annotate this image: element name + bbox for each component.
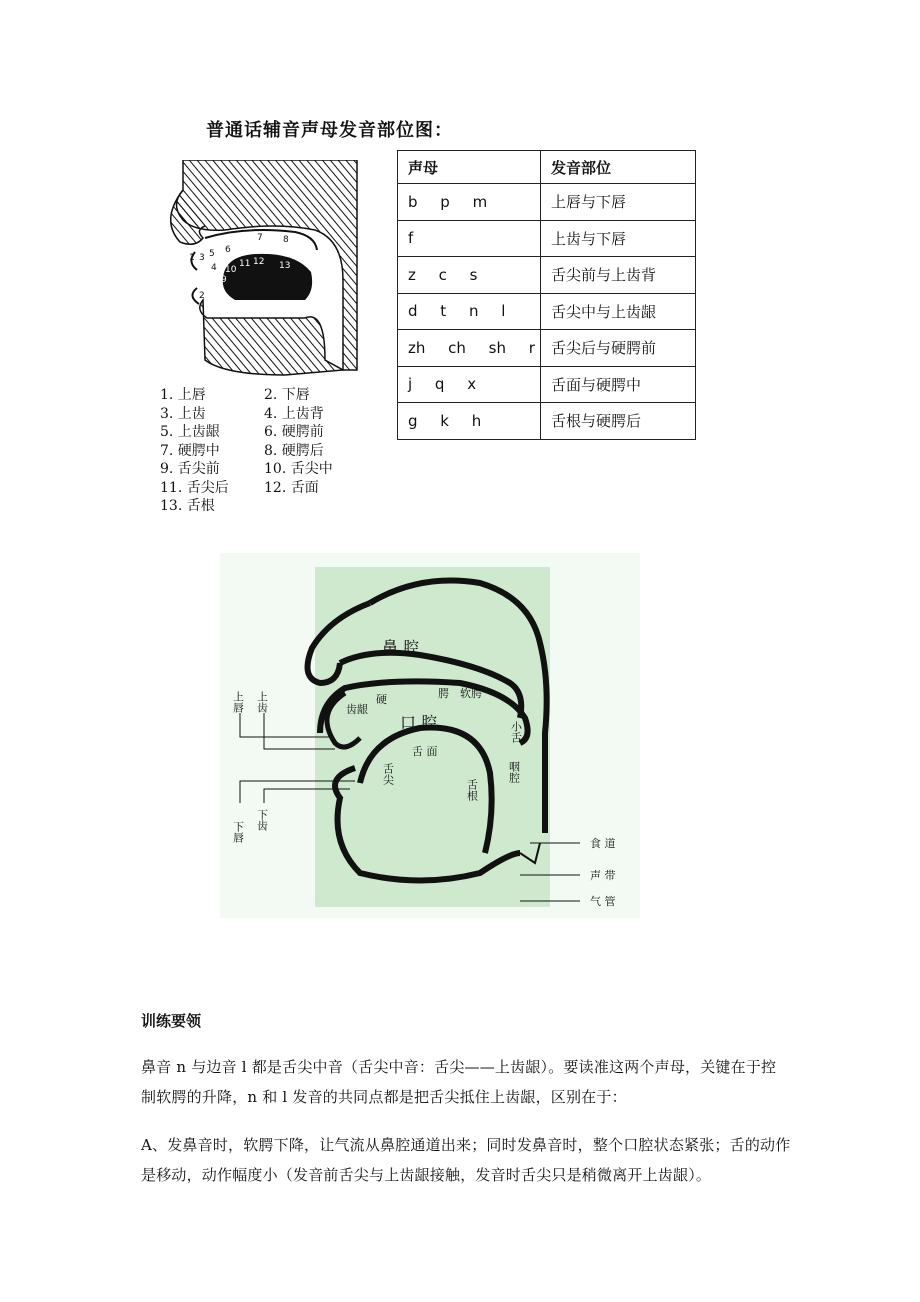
table-cell: zh ch sh r bbox=[398, 330, 541, 367]
table-row bbox=[398, 184, 696, 221]
table-cell: b p m bbox=[398, 184, 541, 221]
gum-label: 齿龈 bbox=[346, 703, 368, 716]
legend-row bbox=[160, 479, 370, 498]
table-header-row bbox=[398, 151, 696, 184]
legend-item: 12. 舌面 bbox=[264, 479, 319, 496]
table-row bbox=[398, 257, 696, 294]
diagram-number: 3 bbox=[199, 253, 205, 263]
legend-row bbox=[160, 497, 370, 516]
diagram-number: 10 bbox=[225, 265, 237, 275]
palate-label: 腭 bbox=[438, 687, 449, 700]
diagram-number: 8 bbox=[283, 235, 289, 245]
table-header: 声母 bbox=[398, 151, 541, 184]
tongue-surface-label: 舌 面 bbox=[412, 745, 438, 758]
legend-item: 8. 硬腭后 bbox=[264, 442, 324, 459]
legend-item: 2. 下唇 bbox=[264, 387, 310, 403]
articulation-diagram bbox=[165, 160, 365, 380]
table-cell: f bbox=[398, 220, 541, 257]
legend-item: 3. 上齿 bbox=[160, 405, 206, 422]
legend-item: 5. 上齿龈 bbox=[160, 424, 220, 440]
legend-item: 4. 上齿背 bbox=[264, 405, 324, 422]
table-row bbox=[398, 293, 696, 330]
diagram-number: 13 bbox=[279, 261, 291, 271]
table-cell: 舌面与硬腭中 bbox=[541, 366, 696, 403]
legend-item: 1. 上唇 bbox=[160, 387, 206, 403]
legend-item: 13. 舌根 bbox=[160, 498, 215, 514]
upper-teeth-label: 上齿 bbox=[255, 691, 269, 713]
legend-row bbox=[160, 423, 370, 442]
diagram-number: 11 bbox=[239, 259, 251, 269]
trachea-label: 气 管 bbox=[590, 895, 616, 908]
table-row bbox=[398, 330, 696, 367]
table-cell: 舌尖后与硬腭前 bbox=[541, 330, 696, 367]
vocal-cords-label: 声 带 bbox=[590, 869, 616, 882]
uvula-label: 小舌 bbox=[509, 721, 523, 743]
soft-palate-label: 软腭 bbox=[460, 687, 482, 700]
table-cell: 上唇与下唇 bbox=[541, 184, 696, 221]
lower-lip-label: 下唇 bbox=[231, 821, 245, 843]
table-cell: j q x bbox=[398, 366, 541, 403]
legend-item: 11. 舌尖后 bbox=[160, 479, 229, 496]
diagram-number: 1 bbox=[189, 253, 195, 263]
paragraph: 鼻音 n 与边音 l 都是舌尖中音（舌尖中音：舌尖——上齿龈）。要读准这两个声母，关键在于控制软腭的升降，n 和 l 发音的共同点都是把舌尖抵住上齿龈，区别在于： bbox=[141, 1058, 777, 1106]
diagram-number: 12 bbox=[253, 257, 265, 267]
diagram-number: 6 bbox=[225, 245, 231, 255]
diagram-number: 9 bbox=[221, 275, 227, 285]
vocal-tract-diagram bbox=[220, 553, 640, 918]
legend-item: 7. 硬腭中 bbox=[160, 442, 220, 459]
paragraph: A、发鼻音时，软腭下降，让气流从鼻腔通道出来；同时发鼻音时，整个口腔状态紧张；舌的动作是移动，动作幅度小（发音前舌尖与上齿龈接触，发音时舌尖只是稍微离开上齿龈）。 bbox=[141, 1136, 791, 1184]
diagram-number: 5 bbox=[209, 249, 215, 259]
table-cell: 上齿与下唇 bbox=[541, 220, 696, 257]
hard-label: 硬 bbox=[376, 693, 387, 706]
legend-row bbox=[160, 386, 370, 405]
legend-item: 6. 硬腭前 bbox=[264, 424, 324, 440]
lower-teeth-label: 下齿 bbox=[255, 809, 269, 831]
table-row bbox=[398, 403, 696, 440]
diagram-number: 7 bbox=[257, 233, 263, 243]
section-heading: 训练要领 bbox=[141, 1012, 202, 1030]
diagram-number: 2 bbox=[199, 291, 205, 301]
pharynx-label: 咽腔 bbox=[507, 761, 521, 783]
legend-item: 9. 舌尖前 bbox=[160, 461, 220, 477]
table-header: 发音部位 bbox=[541, 151, 696, 184]
legend-row bbox=[160, 442, 370, 461]
legend-row bbox=[160, 460, 370, 479]
table-cell: 舌尖前与上齿背 bbox=[541, 257, 696, 294]
table-cell: z c s bbox=[398, 257, 541, 294]
esophagus-label: 食 道 bbox=[590, 837, 616, 850]
nasal-cavity-label: 鼻 腔 bbox=[382, 638, 420, 657]
table-cell: 舌根与硬腭后 bbox=[541, 403, 696, 440]
legend-item: 10. 舌尖中 bbox=[264, 461, 333, 477]
upper-lip-label: 上唇 bbox=[231, 691, 245, 713]
tongue-root-label: 舌根 bbox=[465, 779, 479, 801]
legend-row bbox=[160, 405, 370, 424]
table-cell: g k h bbox=[398, 403, 541, 440]
tongue-tip-label: 舌尖 bbox=[381, 763, 395, 785]
oral-cavity-label: 口 腔 bbox=[400, 713, 438, 732]
table-row bbox=[398, 220, 696, 257]
initials-table bbox=[397, 150, 696, 440]
table-cell: d t n l bbox=[398, 293, 541, 330]
table-cell: 舌尖中与上齿龈 bbox=[541, 293, 696, 330]
table-row bbox=[398, 366, 696, 403]
figure-title: 普通话辅音声母发音部位图： bbox=[206, 120, 453, 141]
diagram-number: 4 bbox=[211, 263, 217, 273]
diagram-legend bbox=[160, 386, 370, 516]
